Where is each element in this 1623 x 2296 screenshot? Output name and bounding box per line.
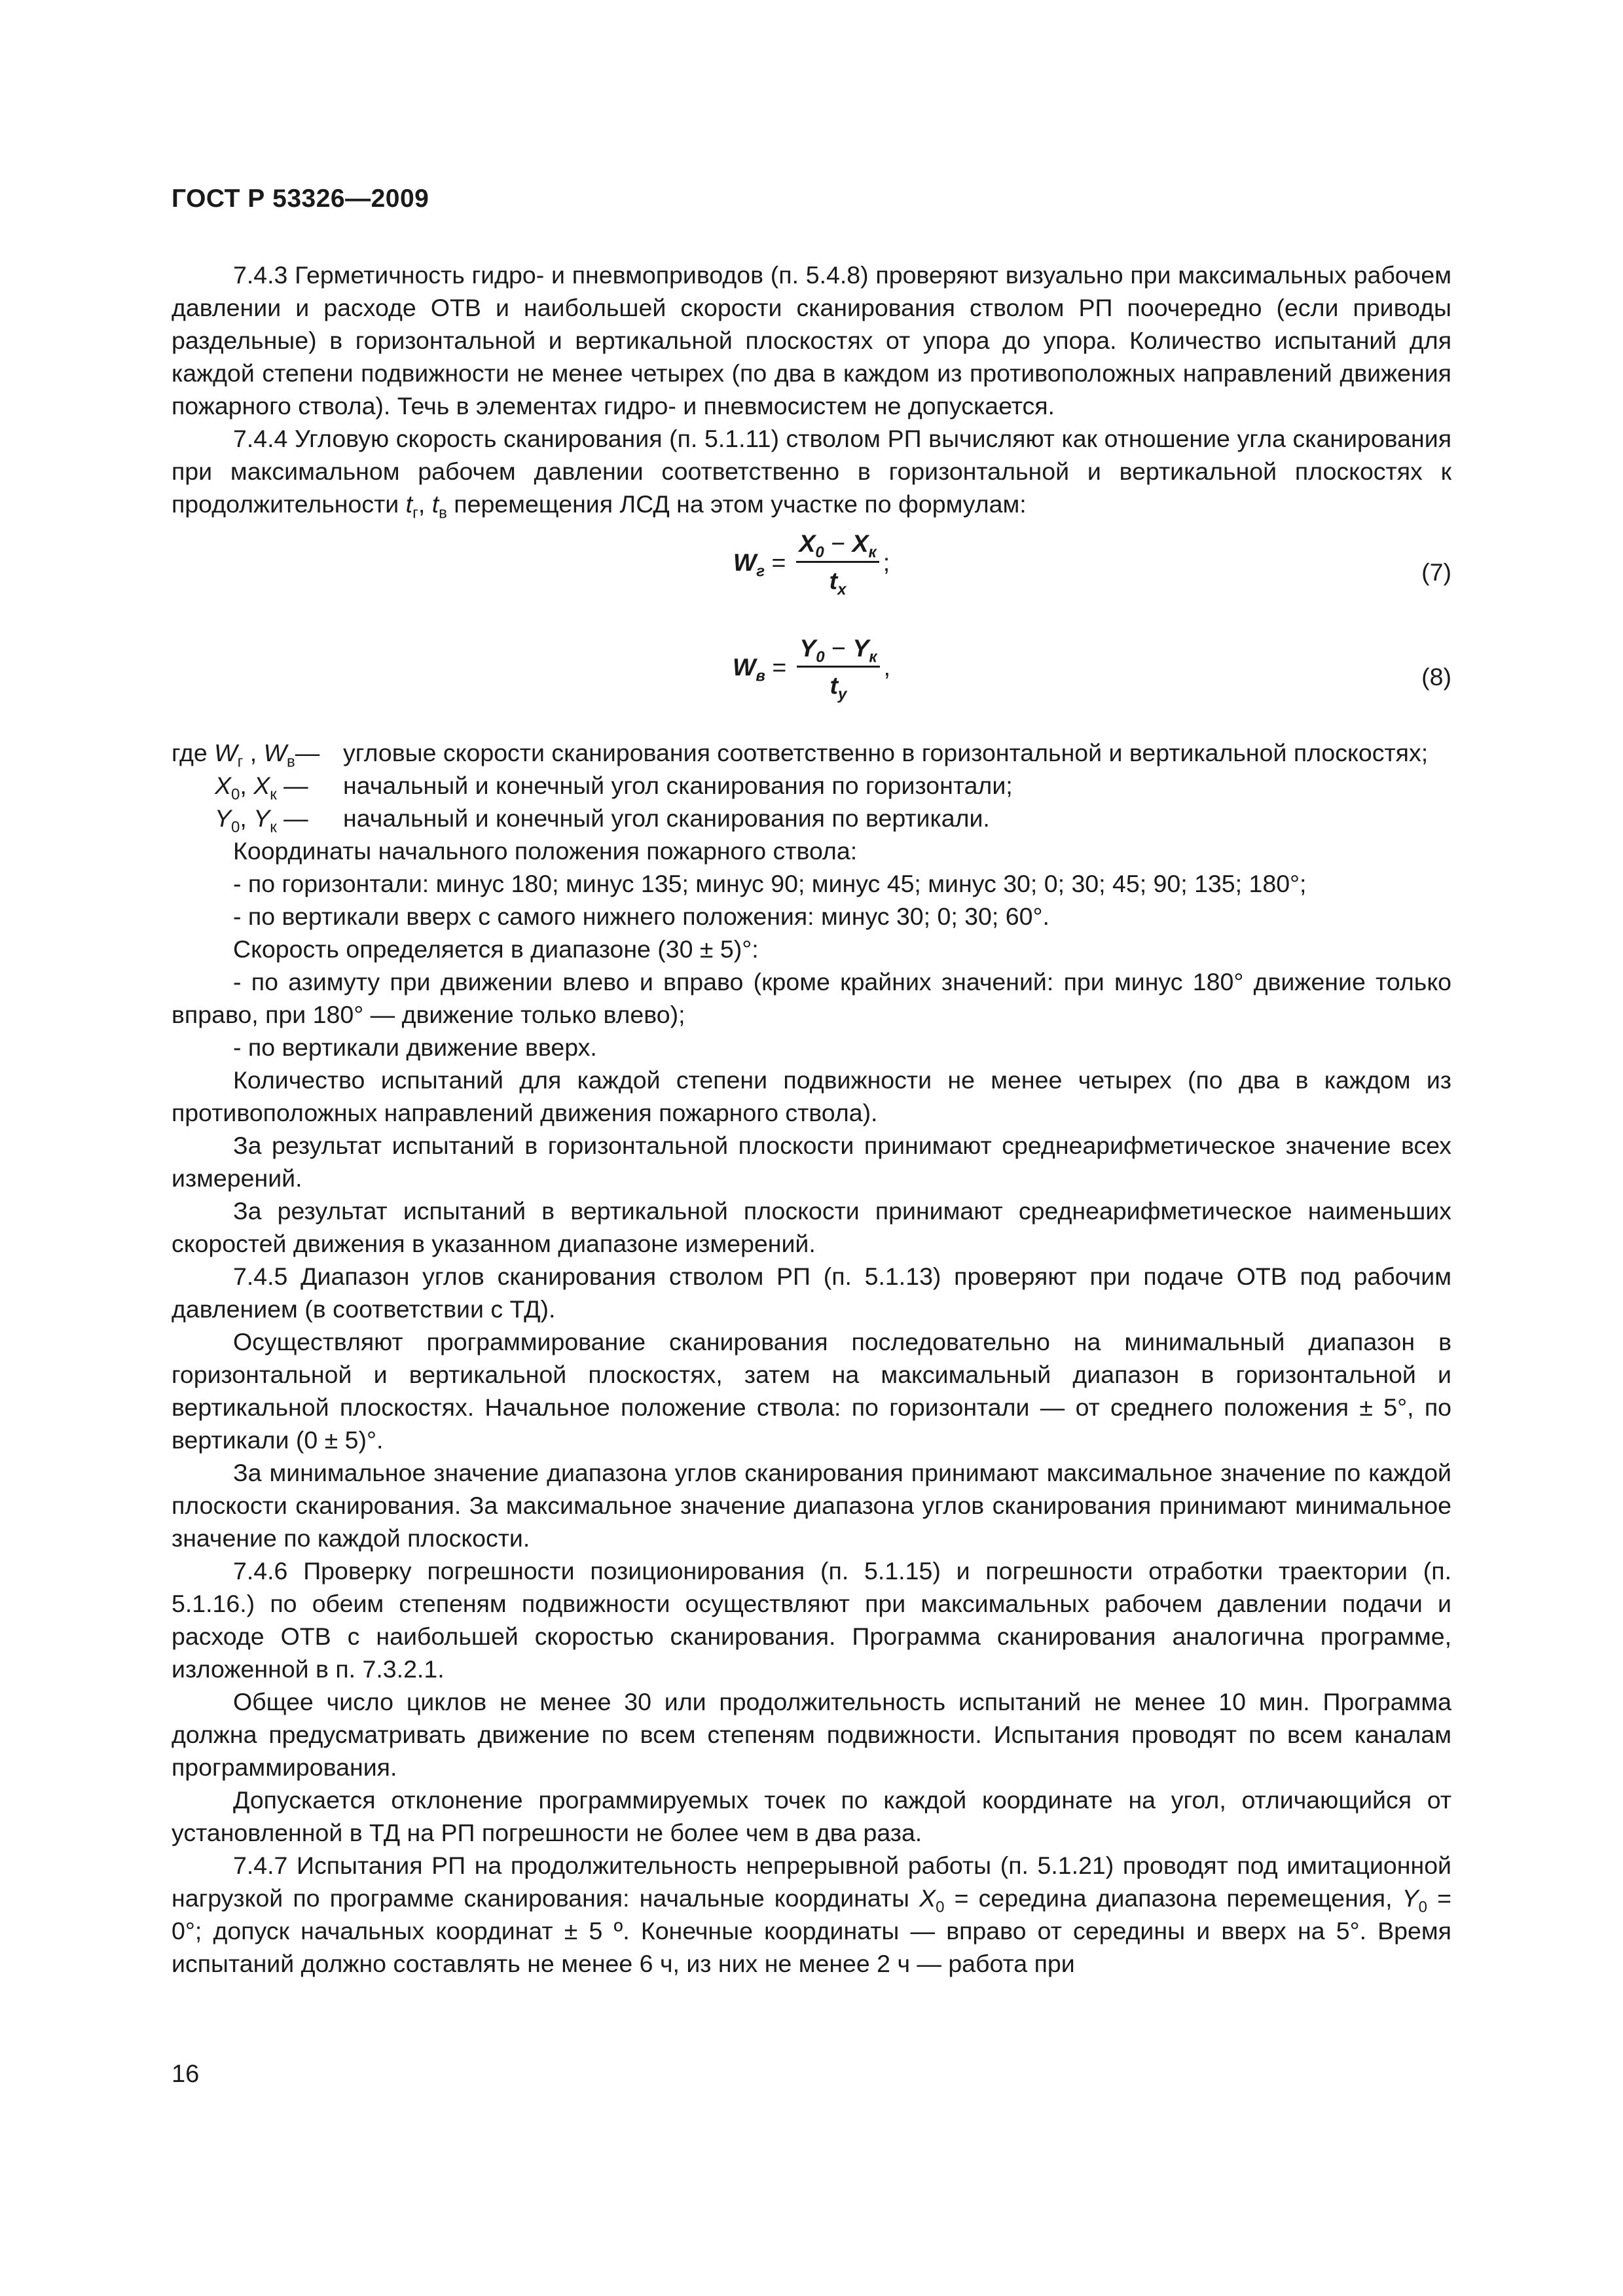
paragraph: Количество испытаний для каждой степени подвижности не менее четырех (по два в каждом из противоположных направлений движения пожарного ствола). [172,1066,1451,1126]
paragraph-7-4-7: 7.4.7 Испытания РП на продолжительность непрерывной работы (п. 5.1.21) проводят под имитационной нагрузкой по программе сканирования: начальные координаты $X_0$ = середина диапазона перемещения, $Y_0 = 0^\circ$; допуск начальных координат ± 5 º. Конечные координаты — вправо от середины и вверх на 5°. Время испытаний должно составлять не менее 6 ч, из них не менее 2 ч — работа при [172,1852,1451,1977]
paragraph: За результат испытаний в вертикальной плоскости принимают среднеарифметическое наименьших скоростей движения в указанном диапазоне измерений. [172,1197,1451,1257]
paragraph: Общее число циклов не менее 30 или продолжительность испытаний не менее 10 мин. Программа должна предусматривать движение по всем степеням подвижности. Испытания проводят по всем каналам программирования. [172,1688,1451,1781]
legend-row-x: $X_0$, $X_к$ — начальный и конечный угол сканирования по горизонтали; [215,772,1013,804]
paragraph-7-4-4: 7.4.4 Угловую скорость сканирования (п. 5.1.11) стволом РП вычисляют как отношение угла сканирования при максимальном рабочем давлении соответственно в горизонтальной и вертикальной плоскостях к продолжительности $t_г$, $t_в$ перемещения ЛСД на этом участке по формулам: [172,425,1451,522]
formula-legend [172,736,1451,834]
formula-8: $W_в$ = $\frac{Y_0 - Y_к}{t_y}$ , (8) [172,632,1451,736]
paragraph-7-4-6: 7.4.6 Проверку погрешности позиционирования (п. 5.1.15) и погрешности отработки траектории (п. 5.1.16.) по обеим степеням подвижности осуществляют при максимальных рабочем давлении подачи и расходе ОТВ с наибольшей скоростью сканирования. Программа сканирования аналогична программе, изложенной в п. 7.3.2.1. [172,1557,1451,1683]
list-item: - по горизонтали: минус 180; минус 135; минус 90; минус 45; минус 30; 0; 30; 45; 90; 135; 180°; [233,870,1307,897]
paragraph-7-4-5: 7.4.5 Диапазон углов сканирования стволом РП (п. 5.1.13) проверяют при подаче ОТВ под рабочим давлением (в соответствии с ТД). [172,1263,1451,1323]
paragraph: Скорость определяется в диапазоне (30 ± 5)°: [233,935,759,963]
body-text [172,259,1451,1980]
paragraph: Допускается отклонение программируемых точек по каждой координате на угол, отличающийся от установленной в ТД на РП погрешности не более чем в два раза. [172,1786,1451,1846]
formula-7: $W_г$ = $\frac{X_0 - X_к}{t_x}$ ; (7) [172,527,1451,632]
list-item: - по вертикали движение вверх. [233,1033,597,1061]
paragraph: Осуществляют программирование сканирования последовательно на минимальный диапазон в горизонтальной и вертикальной плоскостях, затем на максимальный диапазон в горизонтальной и вертикальной плоскостях. Начальное положение ствола: по горизонтали — от среднего положения ± 5°, по вертикали (0 ± 5)°. [172,1328,1451,1454]
paragraph-7-4-3: 7.4.3 Герметичность гидро- и пневмоприводов (п. 5.4.8) проверяют визуально при максимальных рабочем давлении и расходе ОТВ и наибольшей скорости сканирования стволом РП поочередно (если приводы раздельные) в горизонтальной и вертикальной плоскостях от упора до упора. Количество испытаний для каждой степени подвижности не менее четырех (по два в каждом из противоположных направлений движения пожарного ствола). Течь в элементах гидро- и пневмосистем не допускается. [172,261,1451,420]
standard-header: ГОСТ Р 53326—2009 [172,185,429,213]
formula-number: (8) [1421,663,1451,691]
list-item: - по азимуту при движении влево и вправо (кроме крайних значений: при минус 180° движение только вправо, при 180° — движение только влево); [172,968,1451,1028]
fraction: $\frac{X_0 - X_к}{t_x}$ [796,527,879,597]
paragraph: Координаты начального положения пожарного ствола: [233,837,858,865]
legend-row-w: где $W_г$ , $W_в—$ угловые скорости сканирования соответственно в горизонтальной и вертикальной плоскостях; [172,739,1429,771]
legend-row-y: $Y_0$, $Y_к$ — начальный и конечный угол сканирования по вертикали. [215,804,990,836]
formula-number: (7) [1421,558,1451,586]
list-item: - по вертикали вверх с самого нижнего положения: минус 30; 0; 30; 60°. [233,903,1049,930]
paragraph: За минимальное значение диапазона углов сканирования принимают максимальное значение по каждой плоскости сканирования. За максимальное значение диапазона углов сканирования принимают минимальное значение по каждой плоскости. [172,1459,1451,1552]
page-number: 16 [172,2060,200,2088]
paragraph: За результат испытаний в горизонтальной плоскости принимают среднеарифметическое значение всех измерений. [172,1132,1451,1192]
fraction: $\frac{Y_0 - Y_к}{t_y}$ [797,632,879,702]
